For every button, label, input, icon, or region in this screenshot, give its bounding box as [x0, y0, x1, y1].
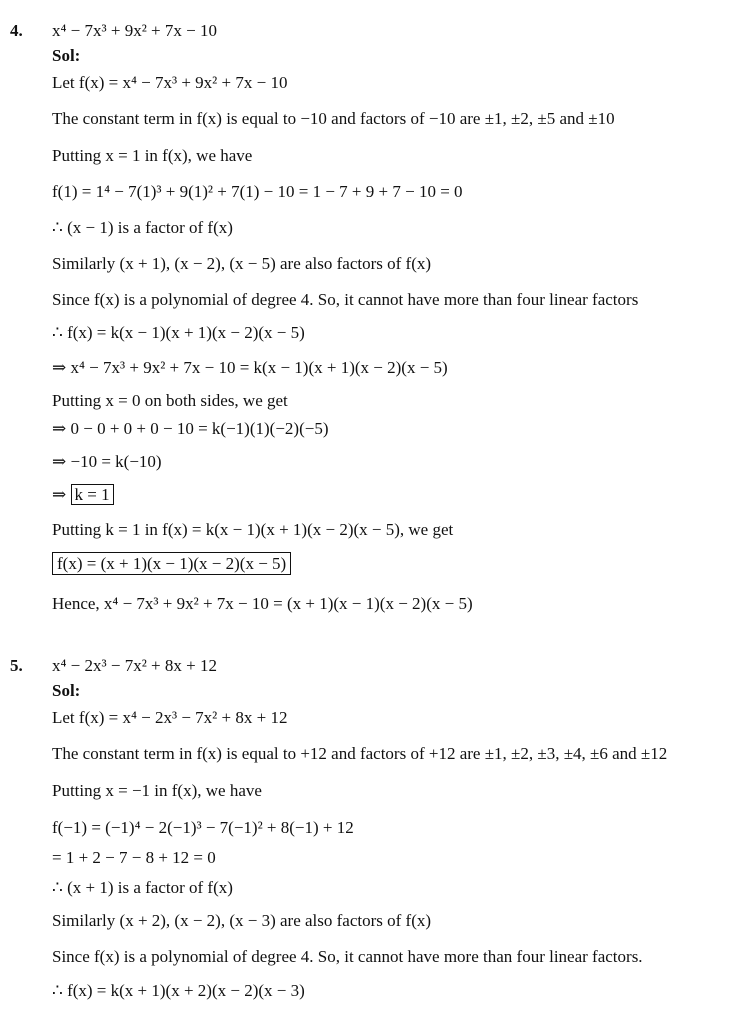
problem-expression: x⁴ − 2x³ − 7x² + 8x + 12	[52, 656, 217, 675]
solution-line: The constant term in f(x) is equal to +12 and factors of +12 are ±1, ±2, ±3, ±4, ±6 and ±12	[52, 744, 668, 763]
solution-line: = 1 + 2 − 7 − 8 + 12 = 0	[52, 848, 216, 867]
solution-line: The constant term in f(x) is equal to −10 and factors of −10 are ±1, ±2, ±5 and ±10	[52, 109, 615, 128]
solution-line: Let f(x) = x⁴ − 7x³ + 9x² + 7x − 10	[52, 73, 288, 92]
solution-line: ∴ f(x) = k(x + 1)(x + 2)(x − 2)(x − 3)	[52, 981, 305, 1000]
solution-line: Let f(x) = x⁴ − 2x³ − 7x² + 8x + 12	[52, 708, 288, 727]
solution-line: Similarly (x + 2), (x − 2), (x − 3) are also factors of f(x)	[52, 911, 432, 930]
solution-line: ⇒ −10 = k(−10)	[52, 452, 162, 471]
solution-line: f(1) = 1⁴ − 7(1)³ + 9(1)² + 7(1) − 10 = 1 − 7 + 9 + 7 − 10 = 0	[52, 182, 463, 201]
solution-line: Similarly (x + 1), (x − 2), (x − 5) are also factors of f(x)	[52, 254, 432, 273]
solution-line: ∴ (x + 1) is a factor of f(x)	[52, 878, 233, 897]
implies-arrow: ⇒	[52, 485, 67, 504]
solution-line: ∴ f(x) = k(x − 1)(x + 1)(x − 2)(x − 5)	[52, 323, 305, 342]
k-result-line	[52, 484, 114, 506]
solution-line: ∴ (x − 1) is a factor of f(x)	[52, 218, 233, 237]
sol-label: Sol:	[52, 681, 81, 700]
problem-expression: x⁴ − 7x³ + 9x² + 7x − 10	[52, 21, 217, 40]
solution-line: ⇒ x⁴ − 7x³ + 9x² + 7x − 10 = k(x − 1)(x + 1)(x − 2)(x − 5)	[52, 358, 448, 377]
solution-line: Putting x = 0 on both sides, we get	[52, 391, 288, 410]
solution-line: Since f(x) is a polynomial of degree 4. So, it cannot have more than four linear factors	[52, 290, 639, 309]
final-factorization-box: f(x) = (x + 1)(x − 1)(x − 2)(x − 5)	[52, 552, 291, 575]
problem-number: 5.	[10, 656, 23, 675]
solution-line: Since f(x) is a polynomial of degree 4. So, it cannot have more than four linear factors.	[52, 947, 643, 966]
solution-line: ⇒ 0 − 0 + 0 + 0 − 10 = k(−1)(1)(−2)(−5)	[52, 419, 329, 438]
k-result-box: k = 1	[71, 484, 114, 505]
solution-line: Putting x = −1 in f(x), we have	[52, 781, 262, 800]
hence-line: Hence, x⁴ − 7x³ + 9x² + 7x − 10 = (x + 1)(x − 1)(x − 2)(x − 5)	[52, 594, 473, 613]
final-factorization-line	[52, 553, 291, 575]
solution-line: Putting x = 1 in f(x), we have	[52, 146, 253, 165]
sol-label: Sol:	[52, 46, 81, 65]
solution-line: Putting k = 1 in f(x) = k(x − 1)(x + 1)(x − 2)(x − 5), we get	[52, 520, 454, 539]
solution-line: f(−1) = (−1)⁴ − 2(−1)³ − 7(−1)² + 8(−1) + 12	[52, 818, 354, 837]
problem-number: 4.	[10, 21, 23, 40]
